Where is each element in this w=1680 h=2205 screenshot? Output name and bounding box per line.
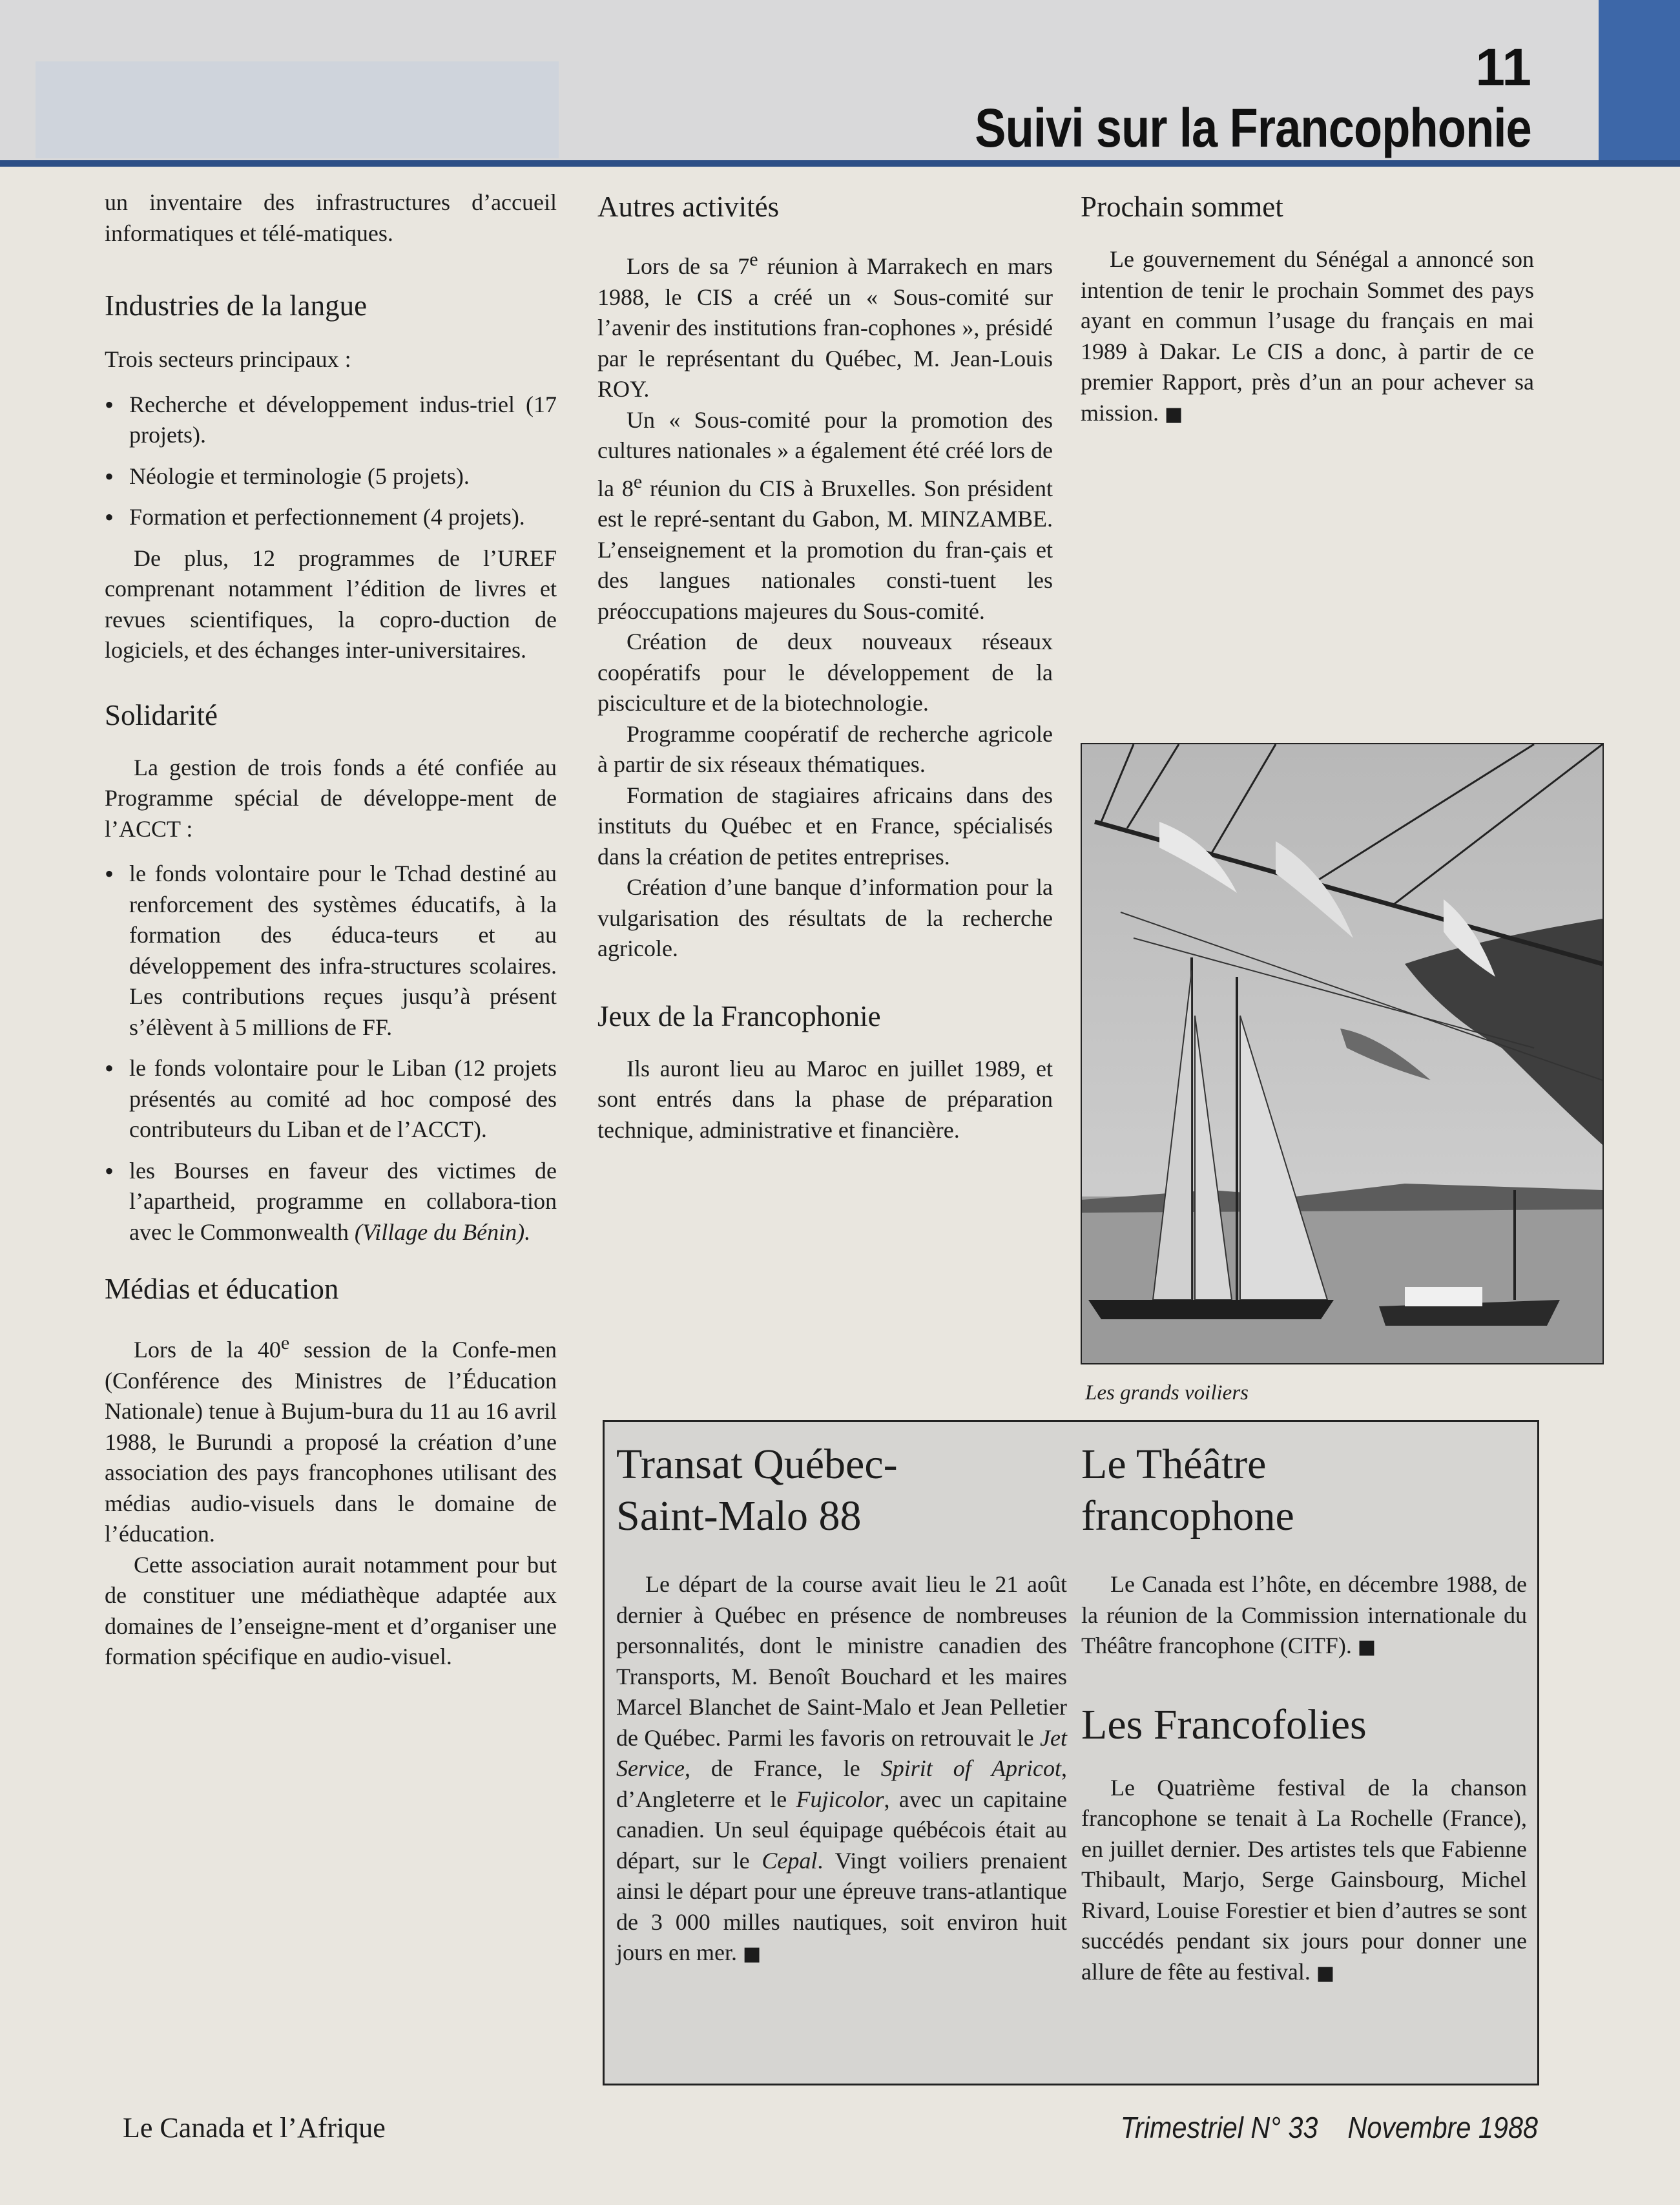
end-mark: ■ xyxy=(1165,402,1183,426)
autres-superscript: e xyxy=(633,470,643,492)
transat-title-line-1: Transat Québec- xyxy=(616,1441,898,1488)
header-rule xyxy=(0,160,1680,167)
industries-lead: Trois secteurs principaux : xyxy=(105,346,351,372)
sommet-text: Le gouvernement du Sénégal a annoncé son intention de tenir le prochain Sommet des pays ayant en commun l’usage du français en mai 1989 à Dakar. Le CIS a donc, à partir de ce premier Rapport, près d’un an pour achever sa mission. xyxy=(1081,246,1534,426)
transat-text: , d’Angleterre et le xyxy=(616,1755,1068,1812)
heading-medias: Médias et éducation xyxy=(105,1273,339,1305)
running-title: Suivi sur la Francophonie xyxy=(975,98,1531,158)
list-item: • le fonds volontaire pour le Liban (12 projets présentés au comité ad hoc composé des contributeurs du Liban et de l’ACCT). xyxy=(105,1053,557,1145)
theatre-title-line-1: Le Théâtre xyxy=(1081,1441,1267,1488)
francofolies-paragraph xyxy=(1081,1773,1527,1989)
medias-text-b: session de la Confe-men (Conférence des Ministres de l’Éducation Nationale) tenue à Bujum-bura du 11 au 16 avril 1988, le Burundi a proposé la création d’une association des pays francophones utilisant des médias audio-visuels dans le domaine de l’éducation. xyxy=(105,1337,557,1547)
francofolies-text: Le Quatrième festival de la chanson francophone se tenait à La Rochelle (France), en juillet dernier. Des artistes tels que Fabienne Thibault, Marjo, Serge Gainsbourg, Michel Rivard, Louise Forestier et bien d’autres se sont succédés pendant six jours pour donner une allure de fête au festival. xyxy=(1081,1774,1527,1985)
autres-paragraph-5: Formation de stagiaires africains dans des instituts du Québec et en France, spécialisés dans la création de petites entreprises. xyxy=(597,782,1053,870)
theatre-paragraph xyxy=(1081,1569,1527,1663)
transat-text: , de France, le xyxy=(684,1755,881,1781)
heading-sommet: Prochain sommet xyxy=(1081,191,1283,223)
end-mark: ■ xyxy=(1357,1636,1376,1658)
end-mark: ■ xyxy=(742,1943,762,1965)
boat-name: Spirit of Apricot xyxy=(880,1755,1062,1781)
column-3 xyxy=(1081,187,1534,430)
list-item: • Formation et perfectionnement (4 projets). xyxy=(105,502,557,533)
solidarite-paragraph: La gestion de trois fonds a été confiée au Programme spécial de développe-ment de l’ACCT : xyxy=(105,754,557,842)
medias-paragraph-2: Cette association aurait notamment pour but de constituer une médiathèque adaptée aux domaines de l’enseigne-ment et d’organiser une formation spécifique en audio-visuel. xyxy=(105,1551,557,1669)
list-item-text: les Bourses en faveur des victimes de l’apartheid, programme en collabora-tion avec le Commonwealth xyxy=(129,1157,557,1245)
transat-title-line-2: Saint-Malo 88 xyxy=(616,1492,862,1540)
autres-text-b: réunion du CIS à Bruxelles. Son président est le repré-sentant du Gabon, M. MINZAMBE. L’enseignement et la promotion du fran-çais et des langues nationales consti-tuent les préoccupations majeures du Sous-comité. xyxy=(597,475,1053,624)
boxed-section xyxy=(603,1420,1539,2085)
boat-name: Jet Service xyxy=(616,1724,1067,1781)
transat-text: , avec un capitaine canadien. Un seul équipage québécois était au départ, sur le xyxy=(616,1786,1067,1874)
heading-solidarite: Solidarité xyxy=(105,698,218,731)
francofolies-title: Les Francofolies xyxy=(1081,1700,1367,1748)
list-item xyxy=(105,1156,557,1248)
boat-name: Cepal xyxy=(762,1847,818,1874)
list-item: • le fonds volontaire pour le Tchad destiné au renforcement des systèmes éducatifs, à la formation des éduca-teurs et au développement des infra-structures scolaires. Les contributions reçues jusqu’à présent s’élèvent à 5 millions de FF. xyxy=(105,859,557,1043)
right-box-column xyxy=(1081,1439,1527,1989)
autres-paragraph-2 xyxy=(597,405,1053,627)
medias-text-a: Lors de la 40 xyxy=(134,1337,281,1363)
heading-autres: Autres activités xyxy=(597,191,780,223)
medias-superscript: e xyxy=(280,1332,290,1353)
theatre-title xyxy=(1081,1439,1527,1542)
sommet-paragraph xyxy=(1081,244,1534,430)
transat-article xyxy=(616,1439,1067,1970)
header-blue-tab xyxy=(1599,0,1680,160)
autres-paragraph-6: Création d’une banque d’information pour la vulgarisation des résultats de la recherche agricole. xyxy=(597,874,1053,961)
autres-text-a: Un « Sous-comité pour la promotion des cultures nationales » a également été créé lors de la 8 xyxy=(597,406,1053,501)
theatre-title-line-2: francophone xyxy=(1081,1492,1294,1540)
page-number: 11 xyxy=(1475,38,1531,97)
boat-name: Fujicolor xyxy=(796,1786,884,1812)
heading-industries: Industries de la langue xyxy=(105,289,368,322)
list-item-italic: (Village du Bénin). xyxy=(354,1218,531,1245)
list-item: • Néologie et terminologie (5 projets). xyxy=(105,461,557,492)
header-shade xyxy=(36,61,559,158)
autres-paragraph-4: Programme coopératif de recherche agricole à partir de six réseaux thématiques. xyxy=(597,720,1053,777)
heading-jeux: Jeux de la Francophonie xyxy=(597,999,881,1032)
list-item: • Recherche et développement indus-triel (17 projets). xyxy=(105,390,557,451)
transat-paragraph xyxy=(616,1569,1067,1970)
industries-paragraph: De plus, 12 programmes de l’UREF comprenant notamment l’édition de livres et revues scientifiques, la copro-duction de logiciels, et des échanges inter-universitaires. xyxy=(105,545,557,663)
column-1 xyxy=(105,187,557,1673)
jeux-paragraph: Ils auront lieu au Maroc en juillet 1989, et sont entrés dans la phase de préparation technique, administrative et financière. xyxy=(597,1055,1053,1143)
theatre-text: Le Canada est l’hôte, en décembre 1988, de la réunion de la Commission internationale du Théâtre francophone (CITF). xyxy=(1081,1571,1527,1658)
autres-superscript: e xyxy=(749,249,758,270)
column-2 xyxy=(597,187,1053,1145)
autres-paragraph-3: Création de deux nouveaux réseaux coopératifs pour le développement de la pisciculture et de la biotechnologie. xyxy=(597,629,1053,716)
tall-ships-illustration xyxy=(1082,744,1602,1363)
transat-text: . Vingt voiliers prenaient ainsi le départ pour une épreuve trans-atlantique de 3 000 milles nautiques, soit environ huit jours en mer. xyxy=(616,1847,1067,1965)
end-mark: ■ xyxy=(1316,1961,1335,1985)
transat-title xyxy=(616,1439,1067,1542)
intro-paragraph: un inventaire des infrastructures d’accueil informatiques et télé-matiques. xyxy=(105,189,557,246)
transat-text: Le départ de la course avait lieu le 21 août dernier à Québec en présence de nombreuses personnalités, dont le ministre canadien des Transports, M. Benoît Bouchard et les maires Marcel Blanchet de Saint-Malo et Jean Pelletier de Québec. Parmi les favoris on retrouvait le xyxy=(616,1571,1067,1751)
autres-paragraph-1 xyxy=(597,244,1053,405)
autres-text-a: Lors de sa 7 xyxy=(627,253,750,279)
photo-caption: Les grands voiliers xyxy=(1085,1381,1249,1405)
autres-text-b: réunion à Marrakech en mars 1988, le CIS a créé un « Sous-comité sur l’avenir des institutions fran-cophones », présidé par le représentant du Québec, M. Jean-Louis ROY. xyxy=(597,253,1053,402)
footer-issue: Trimestriel N° 33 Novembre 1988 xyxy=(1120,2111,1538,2144)
photo-tall-ships xyxy=(1081,743,1604,1364)
industries-list xyxy=(105,390,557,533)
footer-publication: Le Canada et l’Afrique xyxy=(123,2112,386,2144)
solidarite-list xyxy=(105,859,557,1248)
medias-paragraph-1 xyxy=(105,1328,557,1550)
